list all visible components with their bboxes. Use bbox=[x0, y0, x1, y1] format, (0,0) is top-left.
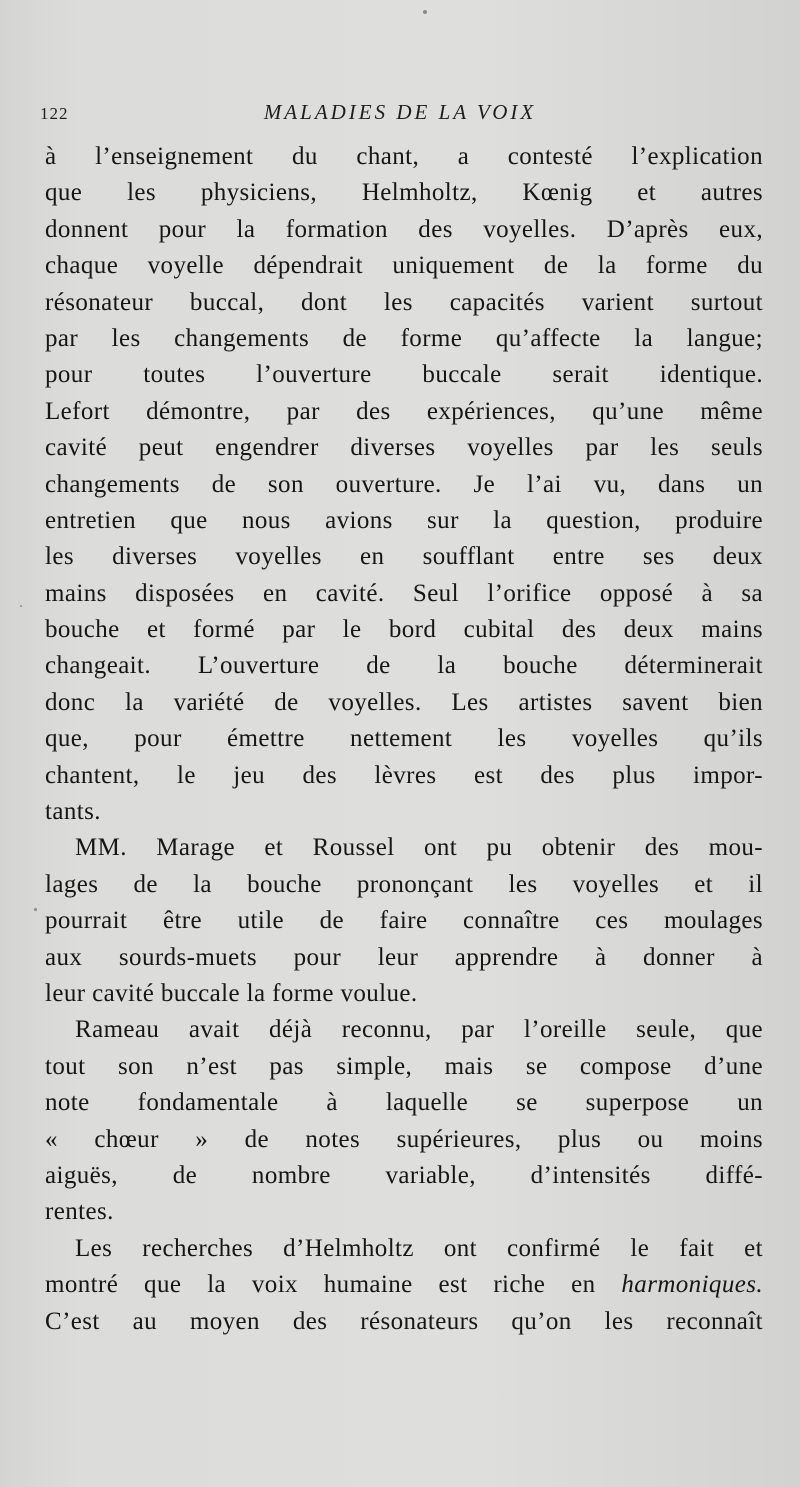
text-line: donnent pour la formation des voyelles. D’après eux, bbox=[45, 215, 763, 243]
text-line: leur cavité buccale la forme voulue. bbox=[45, 979, 418, 1007]
text-line: entretien que nous avions sur la question, produire bbox=[45, 506, 763, 534]
ink-speck bbox=[20, 605, 22, 607]
text-line: que, pour émettre nettement les voyelles qu’ils bbox=[45, 725, 763, 753]
text-line: pourrait être utile de faire connaître ces moulages bbox=[45, 907, 763, 935]
text-line: que les physiciens, Helmholtz, Kœnig et autres bbox=[45, 179, 763, 207]
text-line: chantent, le jeu des lèvres est des plus impor- bbox=[45, 761, 763, 789]
text-line: par les changements de forme qu’affecte la langue; bbox=[45, 324, 763, 352]
text-line: bouche et formé par le bord cubital des deux mains bbox=[45, 616, 763, 644]
text-line: aiguës, de nombre variable, d’intensités diffé- bbox=[45, 1161, 763, 1189]
ink-speck bbox=[34, 908, 37, 911]
body-text bbox=[45, 139, 763, 1340]
text-line: donc la variété de voyelles. Les artistes savent bien bbox=[45, 688, 763, 716]
text-line bbox=[45, 1267, 763, 1303]
text-line: aux sourds-muets pour leur apprendre à donner à bbox=[45, 943, 763, 971]
text-line: à l’enseignement du chant, a contesté l’explication bbox=[45, 143, 763, 170]
text-line: changements de son ouverture. Je l’ai vu, dans un bbox=[45, 470, 763, 498]
text-line: les diverses voyelles en soufflant entre ses deux bbox=[45, 543, 763, 571]
text-line: pour toutes l’ouverture buccale serait identique. bbox=[45, 361, 763, 389]
text-line: chaque voyelle dépendrait uniquement de la forme du bbox=[45, 252, 763, 280]
ink-speck bbox=[423, 10, 427, 14]
text-line: tout son n’est pas simple, mais se compose d’une bbox=[45, 1052, 763, 1080]
text-line: changeait. L’ouverture de la bouche déterminerait bbox=[45, 652, 763, 680]
running-title: MALADIES DE LA VOIX bbox=[263, 100, 537, 124]
paragraph-start-line: Les recherches d’Helmholtz ont confirmé le fait et bbox=[75, 1234, 763, 1262]
paragraph-start-line: MM. Marage et Roussel ont pu obtenir des mou- bbox=[75, 834, 763, 862]
text-line: mains disposées en cavité. Seul l’orifice opposé à sa bbox=[45, 579, 763, 607]
line-text: montré que la voix humaine est riche en bbox=[45, 1271, 622, 1299]
page-header bbox=[40, 100, 760, 130]
text-line: C’est au moyen des résonateurs qu’on les reconnaît bbox=[45, 1307, 763, 1335]
text-line: cavité peut engendrer diverses voyelles par les seuls bbox=[45, 434, 763, 462]
text-line: rentes. bbox=[45, 1198, 114, 1226]
text-line: « chœur » de notes supérieures, plus ou moins bbox=[45, 1125, 763, 1153]
page-number: 122 bbox=[40, 104, 69, 123]
italic-term: harmoniques. bbox=[621, 1271, 763, 1299]
paragraph-start-line: Rameau avait déjà reconnu, par l’oreille seule, que bbox=[75, 1016, 763, 1044]
text-line: note fondamentale à laquelle se superpose un bbox=[45, 1089, 763, 1117]
text-line: résonateur buccal, dont les capacités varient surtout bbox=[45, 288, 763, 316]
text-line: Lefort démontre, par des expériences, qu’une même bbox=[45, 397, 763, 425]
text-line: lages de la bouche prononçant les voyelles et il bbox=[45, 870, 763, 898]
text-line: tants. bbox=[45, 798, 101, 826]
